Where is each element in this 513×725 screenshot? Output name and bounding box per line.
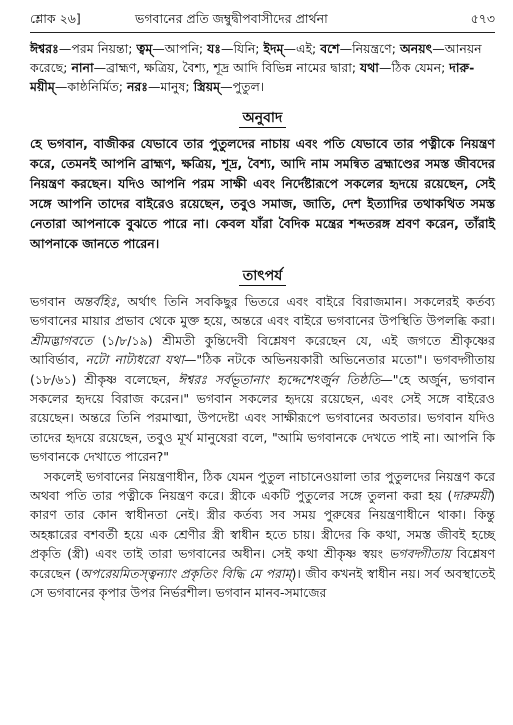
synonym-meaning: —ঠিক যেমন; xyxy=(378,60,450,75)
synonym-word: ত্বম্ xyxy=(136,41,153,56)
page-header xyxy=(30,10,495,33)
synonym-meaning: —আপনি; xyxy=(152,41,208,56)
synonym-meaning: —মানুষ; xyxy=(147,79,194,94)
synonym-word: বশে xyxy=(320,41,340,56)
page-number: ৫৭৩ xyxy=(470,11,495,26)
sanskrit-quote: নটো নাট্যধরো যথা xyxy=(85,352,184,368)
purport-body xyxy=(30,292,495,603)
synonym-word: নরঃ xyxy=(126,79,148,94)
synonym-meaning: —পুতুল। xyxy=(220,79,265,94)
running-title: ভগবানের প্রতি জম্বুদ্বীপবাসীদের প্রার্থনা xyxy=(135,11,328,26)
purport-paragraph: সকলেই ভগবানের নিয়ন্ত্রণাধীন, ঠিক যেমন পুতুল নাচানেওয়ালা তার পুতুলদের নিয়ন্ত্রণ করে অথবা পতি তার পত্নীকে নিয়ন্ত্রণ করে। স্ত্রীকে একটি পুতুলের সঙ্গে তুলনা করা হয় (দারুময়ী) কারণ তার কোন স্বাধীনতা নেই। স্ত্রীর কর্তব্য সব সময় পুরুষের নিয়ন্ত্রণাধীনে থাকা। কিন্তু অহঙ্কারের বশবর্তী হয়ে এক শ্রেণীর স্ত্রী স্বাধীন হতে চায়। স্ত্রীদের কি কথা, সমস্ত জীবই হচ্ছে প্রকৃতি (স্ত্রী) এবং তাই তারা ভগবানের অধীন। সেই কথা শ্রীকৃষ্ণ স্বয়ং ভগবদ্গীতায় বিশ্লেষণ করেছেন (অপরেয়মিতস্ত্বন্যাং প্রকৃতিং বিদ্ধি মে পরাম্)। জীব কখনই স্বাধীন নয়। সর্ব অবস্থাতেই সে ভগবানের কৃপার উপর নির্ভরশীল। ভগবান মানব-সমাজের xyxy=(30,468,495,601)
synonym-word: স্ত্রিয়ম্ xyxy=(193,79,221,94)
translation-heading: অনুবাদ xyxy=(30,106,495,130)
sanskrit-term: অন্তর্বহিঃ xyxy=(72,294,117,309)
sanskrit-quote: অপরেয়মিতস্ত্বন্যাং প্রকৃতিং বিদ্ধি মে পরাম্ xyxy=(80,565,292,581)
purport-paragraph: ভগবান অন্তর্বহিঃ, অর্থাৎ তিনি সবকিছুর ভিতরে এবং বাইরে বিরাজমান। সকলেরই কর্তব্য ভগবানের মায়ার প্রভাব থেকে মুক্ত হয়ে, অন্তরে এবং বাইরে ভগবানের উপস্থিতি উপলব্ধি করা। শ্রীমদ্ভাগবতে (১/৮/১৯) শ্রীমতী কুন্তিদেবী বিশ্লেষণ করেছেন যে, এই জগতে শ্রীকৃষ্ণের আবির্ভাব, নটো নাট্যধরো যথা—"ঠিক নটকে অভিনয়কারী অভিনেতার মতো"। ভগবদ্গীতায় (১৮/৬১) শ্রীকৃষ্ণ বলেছেন, ঈশ্বরঃ সর্বভূতানাং হৃদ্দেশেঽর্জুন তিষ্ঠতি—"হে অর্জুন, ভগবান সকলের হৃদয়ে বিরাজ করেন।" ভগবান সকলের হৃদয়ে রয়েছেন, এবং সেই সঙ্গে বাইরেও রয়েছেন। অন্তরে তিনি পরমাত্মা, উপদেষ্টা এবং সাক্ষীরূপে ভগবানের অবতার। ভগবান যদিও তাদের হৃদয়ে রয়েছেন, তবুও মূর্খ মানুষেরা বলে, "আমি ভগবানকে দেখতে পাই না। আপনি কি ভগবানকে দেখাতে পারেন?" xyxy=(30,294,496,465)
translation-text: হে ভগবান, বাজীকর যেভাবে তার পুতুলদের নাচায় এবং পতি যেভাবে তার পত্নীকে নিয়ন্ত্রণ করে, তেমনই আপনি ব্রাহ্মণ, ক্ষত্রিয়, শূদ্র, বৈশ্য, আদি নাম সমন্বিত ব্রহ্মাণ্ডের সমস্ত জীবদের নিয়ন্ত্রণ করছেন। যদিও আপনি পরম সাক্ষী এবং নির্দেষ্টারূপে সকলের হৃদয়ে রয়েছেন, সেই সঙ্গে আপনি তাদের বাইরেও রয়েছেন, তবুও সমাজ, জাতি, দেশ ইত্যাদির তথাকথিত সমস্ত নেতারা আপনাকে বুঝতে পারে না। কেবল যাঁরা বৈদিক মন্ত্রের শব্দতরঙ্গ শ্রবণ করেন, তাঁরাই আপনাকে জানতে পারেন। xyxy=(30,136,495,251)
scripture-title: ভগবদ্গীতায় xyxy=(389,546,451,562)
synonym-word: ইদম্ xyxy=(263,41,284,56)
synonym-word: নানা xyxy=(71,60,94,75)
synonym-word: যথা xyxy=(360,60,379,75)
synonym-word: যঃ xyxy=(207,41,221,56)
synonym-meaning: —পরম নিয়ন্তা; xyxy=(58,41,137,56)
synonym-word: দারু-ময়ীম্ xyxy=(30,60,475,94)
synonym-meaning: —ব্রাহ্মণ, ক্ষত্রিয়, বৈশ্য, শূদ্র আদি বিভিন্ন নামের দ্বারা; xyxy=(93,60,361,75)
synonym-word: ঈশ্বরঃ xyxy=(30,41,59,56)
synonym-meaning: —যিনি; xyxy=(220,41,264,56)
synonym-meaning: —আনয়ন করেছে; xyxy=(30,41,482,75)
verse-reference: শ্লোক ২৬] xyxy=(30,11,81,26)
synonym-meaning: —নিয়ন্ত্রণে; xyxy=(339,41,400,56)
synonym-word: অনয়ৎ xyxy=(399,41,433,56)
purport-heading: তাৎপর্য xyxy=(30,264,495,288)
scripture-title: শ্রীমদ্ভাগবতে xyxy=(30,332,93,348)
synonyms-block xyxy=(30,39,495,96)
synonym-meaning: —এই; xyxy=(283,41,321,56)
sanskrit-term: দারুময়ী xyxy=(452,488,491,504)
sanskrit-quote: ঈশ্বরঃ সর্বভূতানাং হৃদ্দেশেঽর্জুন তিষ্ঠতি xyxy=(178,371,381,387)
synonym-meaning: —কাষ্ঠনির্মিত; xyxy=(54,79,127,94)
